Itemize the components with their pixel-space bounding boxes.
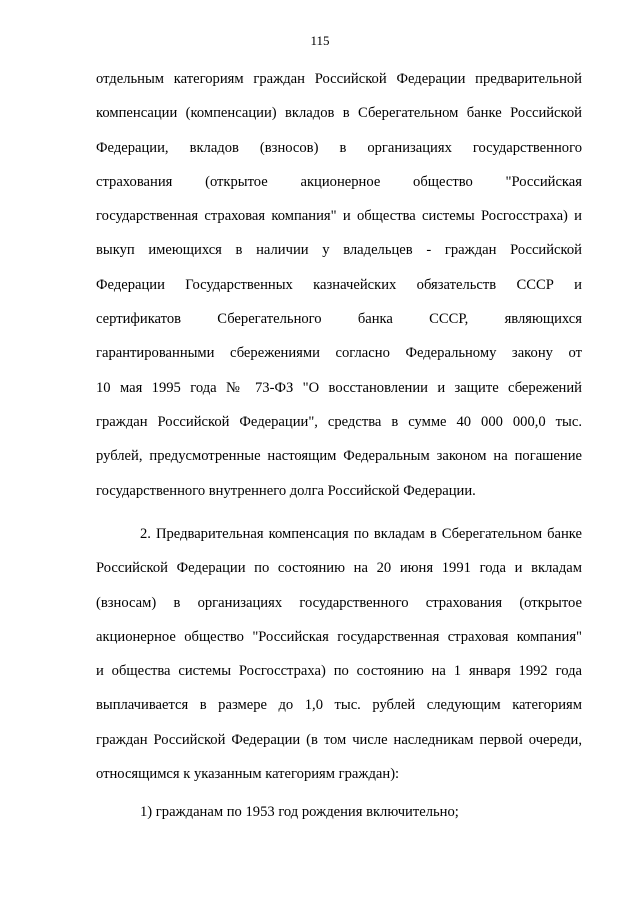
text-line: граждан Российской Федерации", средства в сумме 40 000 000,0 тыс. <box>96 413 582 430</box>
text-line: компенсации (компенсации) вкладов в Сберегательном банке Российской <box>96 105 582 122</box>
text-line: акционерное общество "Российская государственная страховая компания" <box>96 628 582 645</box>
text-line: гарантированными сбережениями согласно Федеральному закону от <box>96 345 582 362</box>
text-line: Федерации Государственных казначейских обязательств СССР и <box>96 276 582 293</box>
text-line: выплачивается в размере до 1,0 тыс. рублей следующим категориям <box>96 697 582 714</box>
text-line: рублей, предусмотренные настоящим Федеральным законом на погашение <box>96 448 582 465</box>
text-line: и общества системы Росгосстраха) по состоянию на 1 января 1992 года <box>96 663 582 680</box>
text-line: относящимся к указанным категориям граждан): <box>96 766 400 783</box>
text-line: Федерации, вкладов (взносов) в организациях государственного <box>96 139 582 156</box>
text-line: 1) гражданам по 1953 год рождения включительно; <box>140 804 459 820</box>
page-number: 115 <box>310 33 330 48</box>
text-line: отдельным категориям граждан Российской Федерации предварительной <box>96 71 582 87</box>
text-line: Российской Федерации по состоянию на 20 июня 1991 года и вкладам <box>96 560 582 577</box>
text-line: государственного внутреннего долга Российской Федерации. <box>96 482 476 499</box>
text-line: сертификатов Сберегательного банка СССР, являющихся <box>96 311 582 328</box>
paragraph-item-2 <box>96 517 582 791</box>
text-line: государственная страховая компания" и общества системы Росгосстраха) и <box>96 208 582 225</box>
text-line: граждан Российской Федерации (в том числе наследникам первой очереди, <box>96 731 582 748</box>
list-item-1 <box>96 795 582 829</box>
paragraph-continuation <box>96 62 582 508</box>
text-line: страхования (открытое акционерное общество "Российская <box>96 173 582 190</box>
text-line: (взносам) в организациях государственного страхования (открытое <box>96 594 582 611</box>
text-line: выкуп имеющихся в наличии у владельцев - граждан Российской <box>96 242 582 259</box>
text-line: 2. Предварительная компенсация по вкладам в Сберегательном банке <box>140 526 582 542</box>
text-line: 10 мая 1995 года № 73-ФЗ "О восстановлении и защите сбережений <box>96 379 582 396</box>
